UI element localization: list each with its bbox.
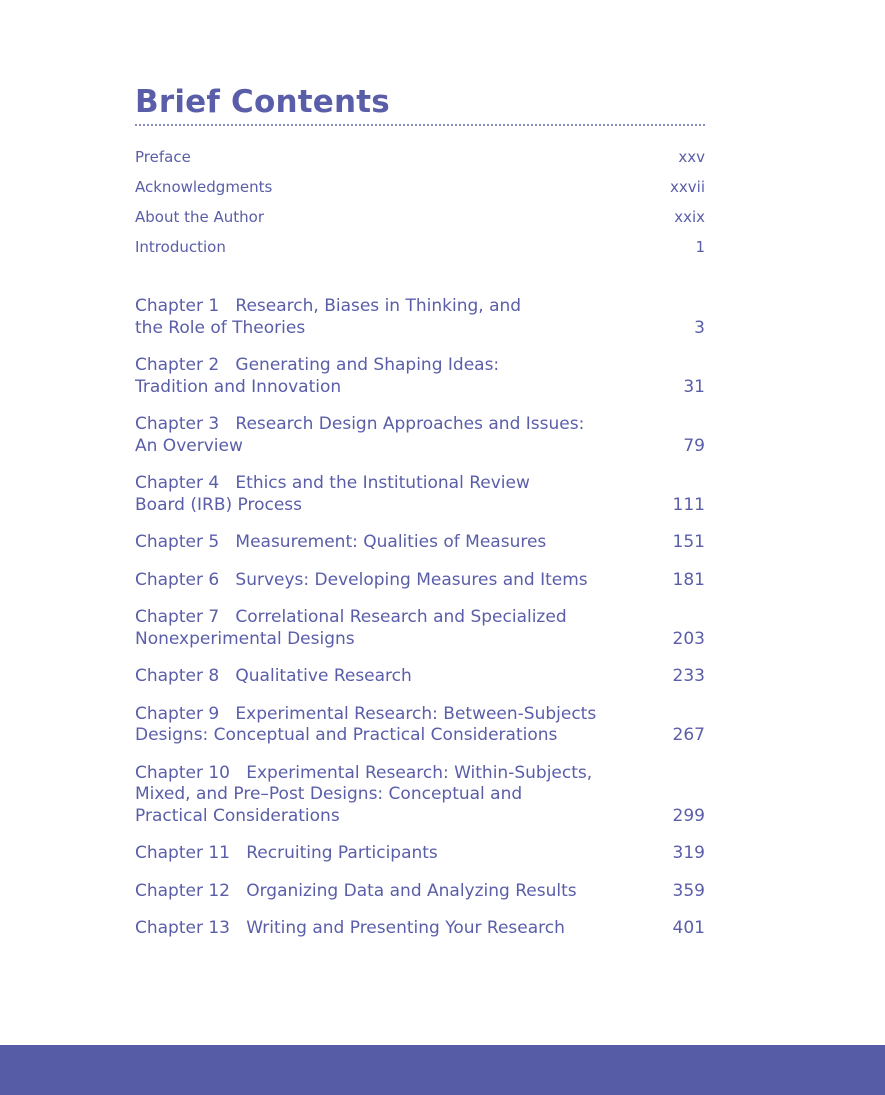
chapter-title: Ethics and the Institutional Review Board (IRB) Process [135, 473, 530, 515]
chapter-number: Chapter 9 [135, 703, 220, 724]
chapter-list [135, 296, 705, 956]
toc-entry-label: Preface [135, 148, 191, 166]
chapter-number: Chapter 3 [135, 414, 220, 434]
chapter-page: 299 [672, 805, 705, 826]
chapter-title: Research Design Approaches and Issues: An Overview [135, 414, 585, 456]
dotted-divider [135, 124, 705, 126]
chapter-number: Chapter 12 [135, 880, 231, 901]
footer-color-band [0, 1045, 885, 1095]
chapter-page: 233 [672, 666, 705, 686]
toc-entry-acknowledgments[interactable] [135, 175, 705, 205]
toc-entry-chapter-4[interactable] [135, 473, 705, 516]
toc-entry-page: xxix [674, 208, 705, 226]
chapter-number: Chapter 4 [135, 473, 220, 493]
toc-entry-preface[interactable] [135, 145, 705, 175]
toc-entry-page: xxv [678, 148, 705, 166]
chapter-number: Chapter 11 [135, 843, 231, 863]
chapter-title: Experimental Research: Within-Subjects, Mixed, and Pre–Post Designs: Conceptual and Practical Considerations [135, 762, 593, 826]
chapter-number: Chapter 10 [135, 762, 231, 783]
chapter-page: 359 [672, 880, 705, 901]
chapter-page: 31 [683, 376, 705, 397]
toc-entry-chapter-6[interactable] [135, 570, 705, 592]
toc-entry-label: Introduction [135, 238, 226, 256]
chapter-number: Chapter 2 [135, 355, 220, 375]
chapter-page: 151 [672, 532, 705, 552]
chapter-number: Chapter 8 [135, 666, 220, 686]
toc-entry-about-author[interactable] [135, 205, 705, 235]
chapter-title: Generating and Shaping Ideas: Tradition and Innovation [135, 355, 500, 397]
chapter-title: Research, Biases in Thinking, and the Role of Theories [135, 296, 522, 338]
chapter-number: Chapter 13 [135, 918, 231, 938]
toc-entry-chapter-13[interactable] [135, 918, 705, 940]
chapter-title: Correlational Research and Specialized Nonexperimental Designs [135, 607, 567, 649]
chapter-title: Measurement: Qualities of Measures [235, 532, 547, 552]
toc-entry-label: Acknowledgments [135, 178, 273, 196]
chapter-page: 79 [683, 435, 705, 456]
toc-entry-chapter-9[interactable] [135, 704, 705, 747]
toc-entry-page: 1 [695, 238, 705, 256]
toc-entry-chapter-5[interactable] [135, 532, 705, 554]
toc-entry-chapter-3[interactable] [135, 414, 705, 457]
toc-entry-introduction[interactable] [135, 235, 705, 265]
chapter-page: 203 [672, 628, 705, 649]
chapter-number: Chapter 1 [135, 296, 220, 316]
toc-entry-label: About the Author [135, 208, 265, 226]
chapter-title: Experimental Research: Between-Subjects Designs: Conceptual and Practical Considerations [135, 703, 597, 745]
front-matter-list [135, 145, 705, 265]
chapter-page: 319 [672, 843, 705, 863]
toc-entry-chapter-2[interactable] [135, 355, 705, 398]
toc-entry-chapter-7[interactable] [135, 607, 705, 650]
toc-entry-chapter-12[interactable] [135, 881, 705, 903]
chapter-page: 3 [694, 317, 705, 338]
chapter-title: Surveys: Developing Measures and Items [235, 569, 588, 590]
toc-entry-chapter-10[interactable] [135, 763, 705, 828]
toc-entry-chapter-1[interactable] [135, 296, 705, 339]
chapter-title: Writing and Presenting Your Research [246, 918, 565, 938]
chapter-page: 181 [672, 569, 705, 590]
toc-entry-chapter-8[interactable] [135, 666, 705, 688]
chapter-title: Recruiting Participants [246, 843, 438, 863]
page-title: Brief Contents [135, 84, 390, 120]
chapter-number: Chapter 6 [135, 569, 220, 590]
chapter-number: Chapter 5 [135, 532, 220, 552]
toc-entry-page: xxvii [670, 178, 705, 196]
chapter-title: Qualitative Research [235, 666, 412, 686]
chapter-page: 111 [672, 494, 705, 515]
chapter-page: 401 [672, 918, 705, 938]
chapter-number: Chapter 7 [135, 607, 220, 627]
chapter-page: 267 [672, 725, 705, 745]
toc-entry-chapter-11[interactable] [135, 843, 705, 865]
chapter-title: Organizing Data and Analyzing Results [246, 880, 577, 901]
